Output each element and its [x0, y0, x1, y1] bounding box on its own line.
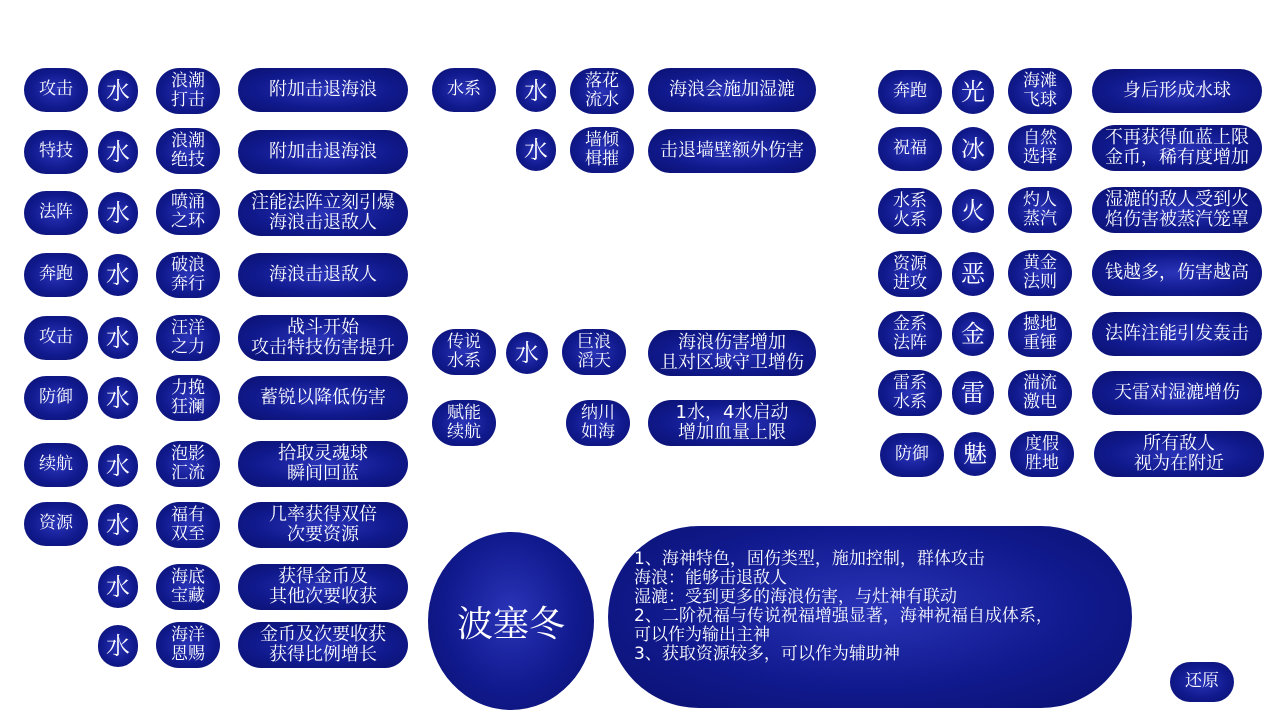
category-badge[interactable]: 防御 [24, 376, 88, 420]
god-name-circle[interactable]: 波塞冬 [428, 532, 594, 710]
element-badge[interactable]: 水 [98, 131, 138, 173]
summary-panel [608, 526, 1132, 708]
category-badge[interactable]: 攻击 [24, 68, 88, 112]
element-badge[interactable]: 水 [98, 70, 138, 112]
blessing-name[interactable]: 喷涌 之环 [156, 189, 220, 235]
category-badge[interactable]: 传说 水系 [432, 329, 496, 375]
blessing-name[interactable]: 破浪 奔行 [156, 252, 220, 298]
category-badge[interactable]: 续航 [24, 443, 88, 487]
blessing-effect[interactable]: 附加击退海浪 [238, 130, 408, 174]
blessing-effect[interactable]: 身后形成水球 [1092, 69, 1262, 113]
blessing-effect[interactable]: 钱越多，伤害越高 [1092, 250, 1262, 296]
reset-button[interactable]: 还原 [1170, 662, 1234, 702]
blessing-name[interactable]: 湍流 激电 [1008, 370, 1072, 416]
blessing-effect[interactable]: 海浪伤害增加 且对区域守卫增伤 [648, 330, 816, 376]
blessing-name[interactable]: 灼人 蒸汽 [1008, 187, 1072, 233]
blessing-effect[interactable]: 战斗开始 攻击特技伤害提升 [238, 315, 408, 361]
element-badge[interactable]: 水 [98, 504, 138, 546]
blessing-name[interactable]: 力挽 狂澜 [156, 375, 220, 421]
blessing-name[interactable]: 自然 选择 [1008, 125, 1072, 171]
blessing-name[interactable]: 海洋 恩赐 [156, 622, 220, 668]
category-badge[interactable]: 防御 [880, 433, 944, 477]
summary-line: 可以作为输出主神 [634, 625, 770, 646]
category-badge[interactable]: 奔跑 [878, 70, 942, 114]
blessing-name[interactable]: 海底 宝藏 [156, 564, 220, 610]
blessing-effect[interactable]: 击退墙壁额外伤害 [648, 129, 816, 173]
category-badge[interactable]: 奔跑 [24, 253, 88, 297]
blessing-name[interactable]: 墙倾 楫摧 [570, 127, 634, 173]
element-badge[interactable]: 魅 [954, 432, 996, 476]
summary-line: 海浪：能够击退敌人 [634, 568, 787, 589]
blessing-effect[interactable]: 海浪会施加湿漉 [648, 68, 816, 112]
blessing-effect[interactable]: 蓄锐以降低伤害 [238, 376, 408, 420]
category-badge[interactable]: 水系 火系 [878, 188, 942, 234]
category-badge[interactable]: 雷系 水系 [878, 370, 942, 416]
blessing-effect[interactable]: 金币及次要收获 获得比例增长 [238, 622, 408, 668]
blessing-effect[interactable]: 所有敌人 视为在附近 [1094, 431, 1264, 477]
element-badge[interactable]: 光 [952, 70, 994, 114]
blessing-effect[interactable]: 获得金币及 其他次要收获 [238, 564, 408, 610]
blessing-effect[interactable]: 注能法阵立刻引爆 海浪击退敌人 [238, 190, 408, 236]
blessing-effect[interactable]: 附加击退海浪 [238, 68, 408, 112]
blessing-effect[interactable]: 法阵注能引发轰击 [1092, 312, 1262, 356]
category-badge[interactable]: 水系 [432, 68, 496, 112]
blessing-effect[interactable]: 湿漉的敌人受到火 焰伤害被蒸汽笼罩 [1092, 187, 1262, 233]
element-badge[interactable]: 水 [98, 625, 138, 667]
element-badge[interactable]: 水 [98, 377, 138, 419]
blessing-effect[interactable]: 不再获得血蓝上限 金币，稀有度增加 [1092, 125, 1262, 171]
blessing-effect[interactable]: 拾取灵魂球 瞬间回蓝 [238, 441, 408, 487]
blessing-effect[interactable]: 几率获得双倍 次要资源 [238, 502, 408, 548]
category-badge[interactable]: 攻击 [24, 316, 88, 360]
category-badge[interactable]: 资源 进攻 [878, 251, 942, 297]
element-badge[interactable]: 水 [516, 129, 556, 171]
blessing-name[interactable]: 浪潮 绝技 [156, 128, 220, 174]
blessing-name[interactable]: 落花 流水 [570, 68, 634, 114]
category-badge[interactable]: 法阵 [24, 191, 88, 235]
element-badge[interactable]: 雷 [952, 371, 994, 415]
category-badge[interactable]: 资源 [24, 502, 88, 546]
element-badge[interactable]: 水 [98, 566, 138, 608]
blessing-effect[interactable]: 1水，4水启动 增加血量上限 [648, 400, 816, 446]
element-badge[interactable]: 水 [98, 192, 138, 234]
element-badge[interactable]: 冰 [952, 127, 994, 171]
summary-line: 2、二阶祝福与传说祝福增强显著，海神祝福自成体系， [634, 606, 1053, 627]
blessing-name[interactable]: 黄金 法则 [1008, 250, 1072, 296]
element-badge[interactable]: 恶 [952, 252, 994, 296]
summary-line: 1、海神特色，固伤类型，施加控制，群体攻击 [634, 549, 985, 569]
category-badge[interactable]: 赋能 续航 [432, 400, 496, 446]
blessing-name[interactable]: 撼地 重锤 [1008, 311, 1072, 357]
summary-line: 湿漉：受到更多的海浪伤害，与灶神有联动 [634, 587, 957, 608]
category-badge[interactable]: 金系 法阵 [878, 311, 942, 357]
category-badge[interactable]: 特技 [24, 130, 88, 174]
element-badge[interactable]: 水 [98, 254, 138, 296]
element-badge[interactable]: 火 [952, 189, 994, 233]
category-badge[interactable]: 祝福 [878, 127, 942, 171]
blessing-name[interactable]: 汪洋 之力 [156, 315, 220, 361]
blessing-name[interactable]: 浪潮 打击 [156, 68, 220, 114]
blessing-name[interactable]: 度假 胜地 [1010, 431, 1074, 477]
element-badge[interactable]: 水 [506, 332, 548, 374]
blessing-name[interactable]: 巨浪 滔天 [562, 329, 626, 375]
element-badge[interactable]: 金 [952, 312, 994, 356]
blessing-name[interactable]: 福有 双至 [156, 502, 220, 548]
element-badge[interactable]: 水 [516, 70, 556, 112]
blessing-name[interactable]: 泡影 汇流 [156, 441, 220, 487]
element-badge[interactable]: 水 [98, 445, 138, 487]
blessing-name[interactable]: 海滩 飞球 [1008, 68, 1072, 114]
blessing-effect[interactable]: 海浪击退敌人 [238, 253, 408, 297]
summary-line: 3、获取资源较多，可以作为辅助神 [634, 644, 900, 665]
blessing-name[interactable]: 纳川 如海 [566, 400, 630, 446]
element-badge[interactable]: 水 [98, 317, 138, 359]
blessing-effect[interactable]: 天雷对湿漉增伤 [1092, 371, 1262, 415]
